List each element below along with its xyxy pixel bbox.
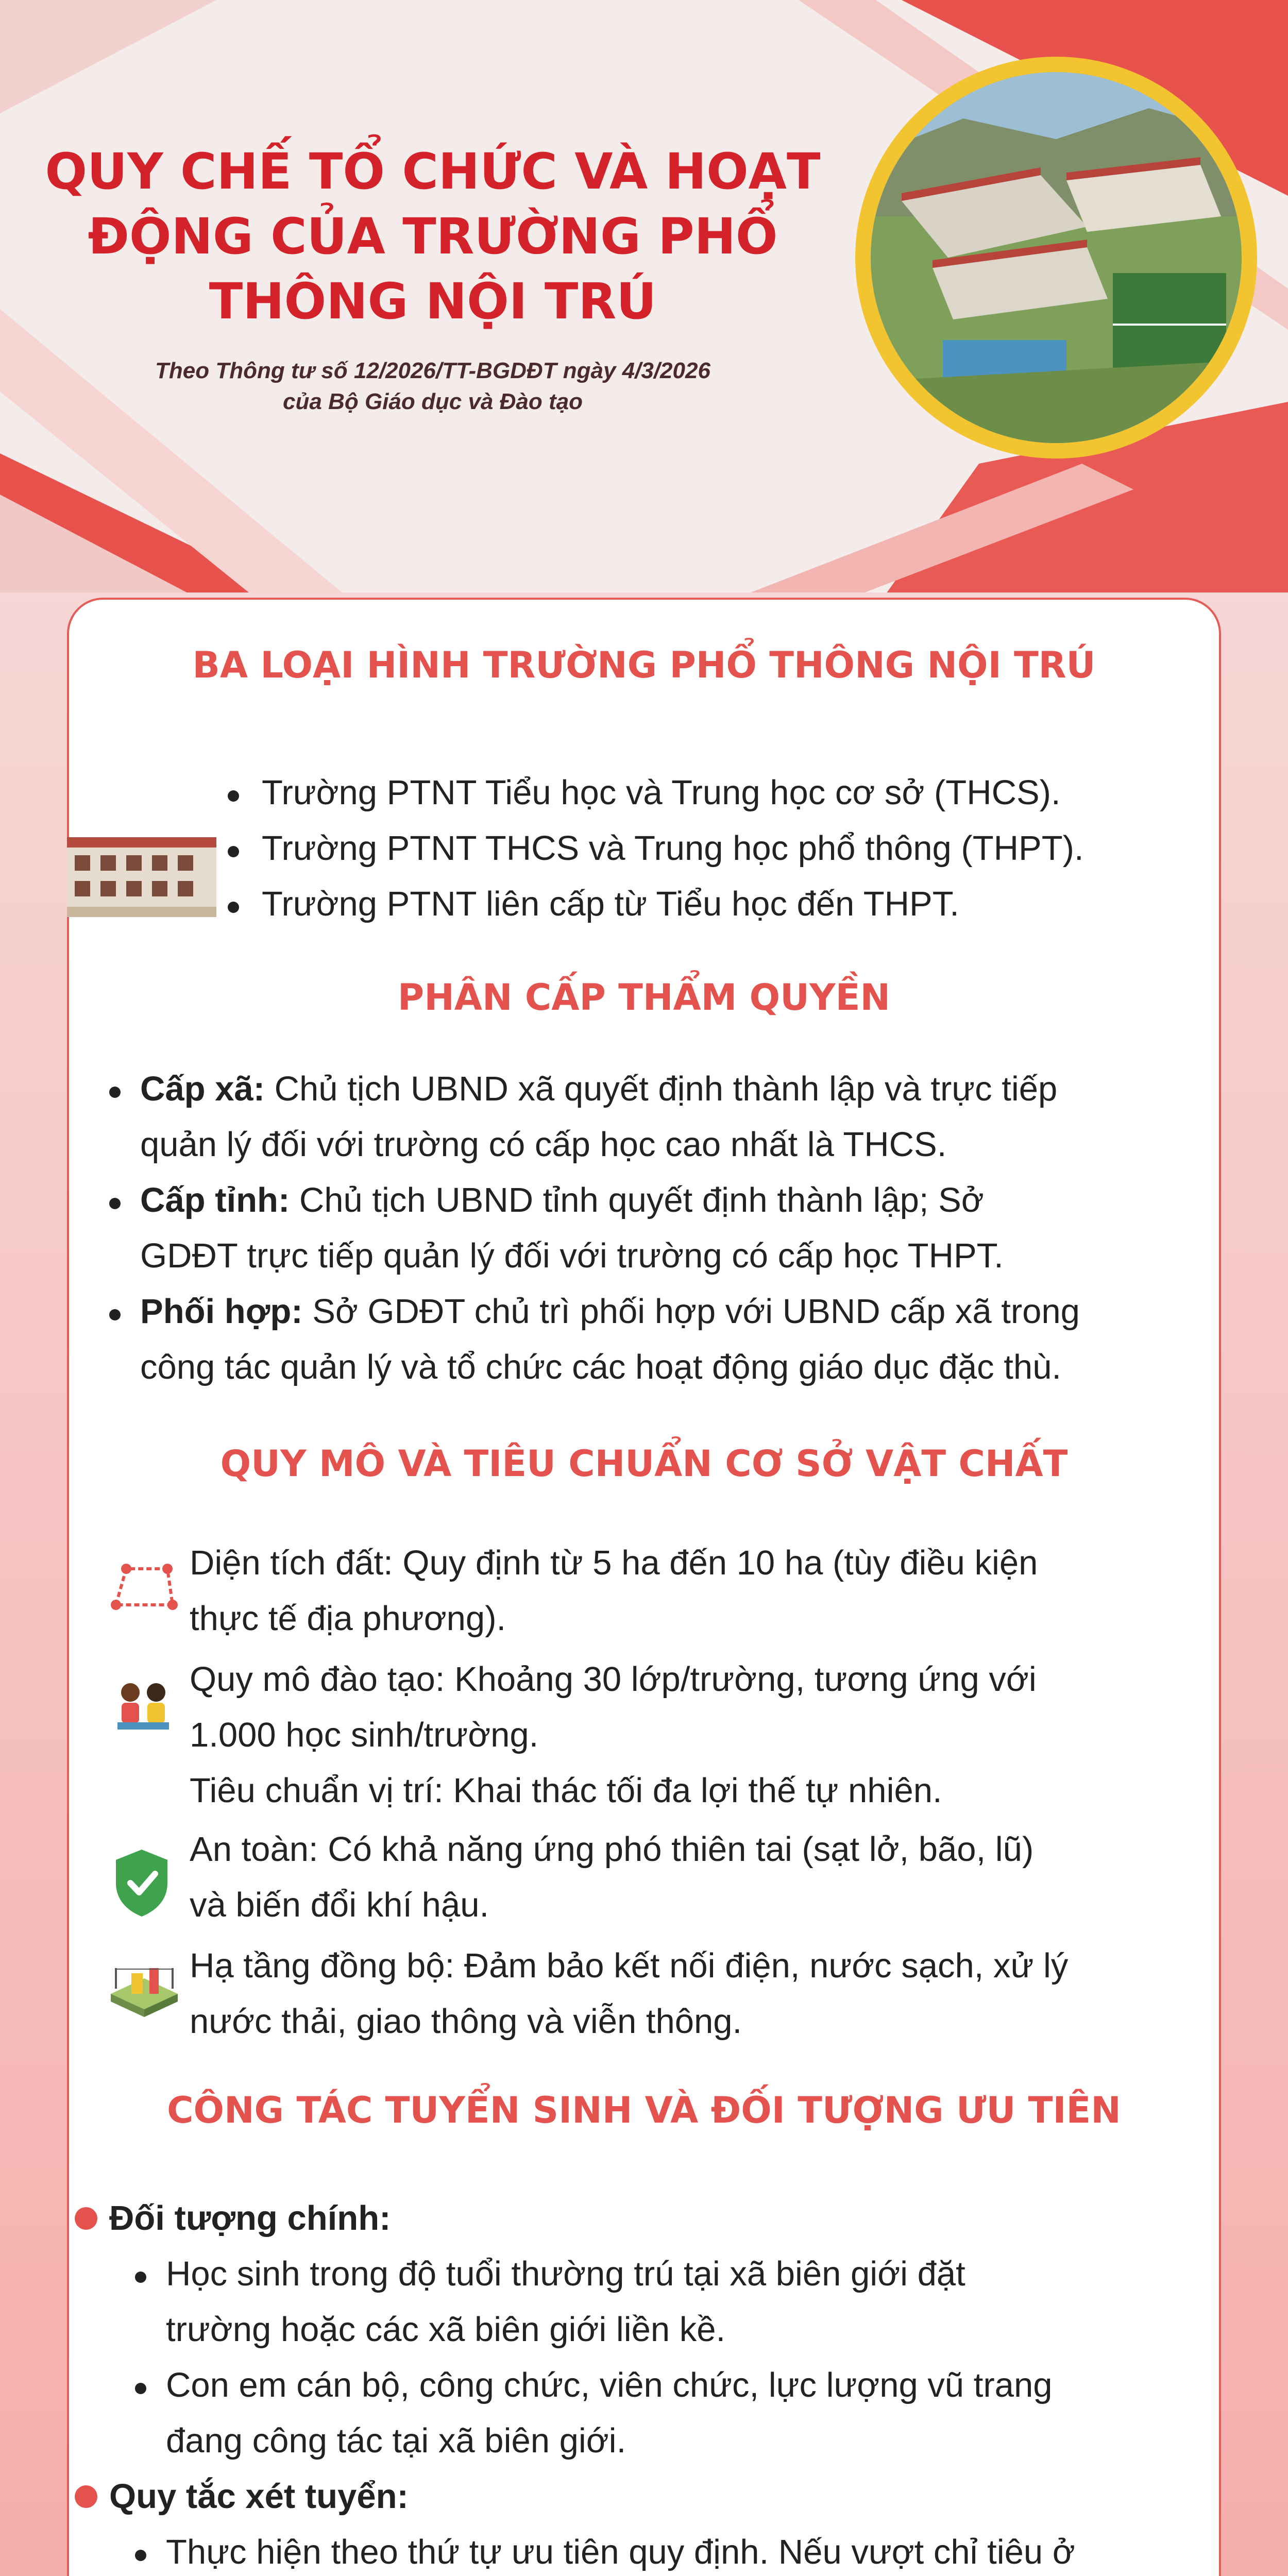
section-title-facilities: QUY MÔ VÀ TIÊU CHUẨN CƠ SỞ VẬT CHẤT: [220, 1443, 1068, 1485]
list-item: [140, 1284, 1080, 1340]
shield-check-icon: [111, 1847, 173, 1919]
facility-line: Diện tích đất: Quy định từ 5 ha đến 10 ha (tùy điều kiện: [190, 1544, 1038, 1582]
section-title-types: BA LOẠI HÌNH TRƯỜNG PHỔ THÔNG NỘI TRÚ: [192, 644, 1096, 686]
bullet: [228, 790, 239, 802]
title-line: QUY CHẾ TỔ CHỨC VÀ HOẠT: [45, 143, 821, 200]
item-text: Chủ tịch UBND tỉnh quyết định thành lập; Sở: [290, 1181, 984, 1219]
item-label: Cấp tỉnh:: [140, 1181, 290, 1219]
list-item-cont: quản lý đối với trường có cấp học cao nhất là THCS.: [140, 1125, 947, 1164]
bullet: [228, 846, 239, 857]
bullet: [135, 2383, 146, 2394]
group-marker: [75, 2485, 97, 2508]
facility-line: thực tế địa phương).: [190, 1599, 506, 1638]
section-title-authority: PHÂN CẤP THẨM QUYỀN: [397, 976, 891, 1019]
bullet: [135, 2550, 146, 2561]
bullet: [109, 1309, 121, 1320]
list-item-cont: đang công tác tại xã biên giới.: [166, 2421, 626, 2460]
bullet: [228, 902, 239, 913]
group-marker: [75, 2207, 97, 2230]
item-text: Chủ tịch UBND xã quyết định thành lập và trực tiếp: [265, 1070, 1058, 1108]
list-item: Thực hiện theo thứ tự ưu tiên quy định. Nếu vượt chỉ tiêu ở: [166, 2533, 1075, 2571]
school-building-icon: [67, 824, 216, 917]
list-item-cont: GDĐT trực tiếp quản lý đối với trường có cấp học THPT.: [140, 1236, 1004, 1275]
school-illustration: [871, 72, 1242, 443]
bullet: [135, 2272, 146, 2283]
group-heading: Đối tượng chính:: [109, 2199, 391, 2238]
page-subtitle: [31, 355, 835, 417]
list-item: Con em cán bộ, công chức, viên chức, lực lượng vũ trang: [166, 2366, 1053, 2404]
facility-line: Quy mô đào tạo: Khoảng 30 lớp/trường, tương ứng với: [190, 1660, 1037, 1699]
facility-line: và biến đổi khí hậu.: [190, 1886, 489, 1924]
students-icon: [112, 1677, 174, 1734]
list-item-cont: công tác quản lý và tổ chức các hoạt động giáo dục đặc thù.: [140, 1348, 1062, 1386]
infrastructure-icon: [106, 1958, 183, 2020]
list-item: [140, 1173, 984, 1228]
facility-line: nước thải, giao thông và viễn thông.: [190, 2002, 742, 2041]
bullet: [109, 1087, 121, 1098]
facility-line: Hạ tầng đồng bộ: Đảm bảo kết nối điện, nước sạch, xử lý: [190, 1946, 1069, 1985]
page-title: [31, 139, 835, 334]
group-heading: Quy tắc xét tuyển:: [109, 2477, 409, 2516]
list-item: Trường PTNT liên cấp từ Tiểu học đến THPT.: [262, 885, 959, 923]
item-text: Sở GDĐT chủ trì phối hợp với UBND cấp xã trong: [302, 1292, 1080, 1331]
list-item-cont: trường hoặc các xã biên giới liền kề.: [166, 2310, 726, 2349]
title-line: ĐỘNG CỦA TRƯỜNG PHỔ: [88, 208, 778, 265]
item-label: Cấp xã:: [140, 1070, 265, 1108]
facility-line: Tiêu chuẩn vị trí: Khai thác tối đa lợi thế tự nhiên.: [190, 1771, 942, 1810]
title-line: THÔNG NỘI TRÚ: [209, 273, 657, 330]
facility-line: An toàn: Có khả năng ứng phó thiên tai (sạt lở, bão, lũ): [190, 1830, 1034, 1869]
list-item: Trường PTNT THCS và Trung học phổ thông (THPT).: [262, 829, 1084, 868]
subtitle-line: Theo Thông tư số 12/2026/TT-BGDĐT ngày 4/3/2026: [155, 358, 710, 383]
facility-line: 1.000 học sinh/trường.: [190, 1716, 539, 1754]
item-label: Phối hợp:: [140, 1292, 303, 1331]
school-aerial-photo: [855, 57, 1257, 459]
section-title-admissions: CÔNG TÁC TUYỂN SINH VÀ ĐỐI TƯỢNG ƯU TIÊN: [167, 2089, 1121, 2131]
land-area-icon: [106, 1558, 178, 1615]
list-item: [140, 1061, 1057, 1117]
bullet: [109, 1198, 121, 1209]
list-item: Trường PTNT Tiểu học và Trung học cơ sở (THCS).: [262, 773, 1061, 812]
subtitle-line: của Bộ Giáo dục và Đào tạo: [283, 389, 583, 414]
list-item: Học sinh trong độ tuổi thường trú tại xã biên giới đặt: [166, 2255, 965, 2293]
